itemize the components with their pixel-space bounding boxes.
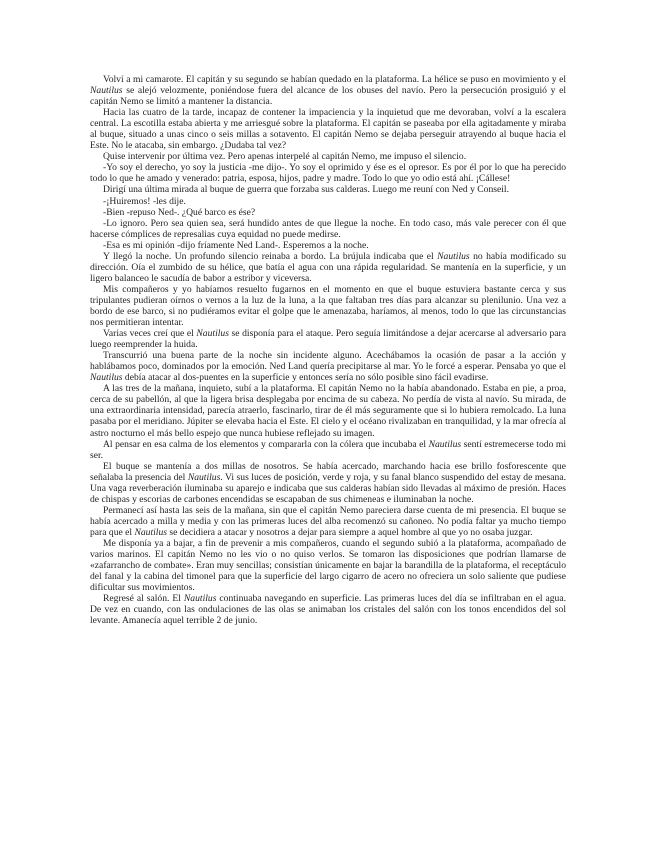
- italic-ship-name: Nautilus: [90, 85, 123, 97]
- paragraph: Varias veces creí que el Nautilus se disponía para el ataque. Pero seguía limitándose a dejar acercarse al adversario para luego reemprender la huida.: [90, 328, 566, 351]
- paragraph: Quise intervenir por última vez. Pero apenas interpelé al capitán Nemo, me impuso el silencio.: [103, 151, 467, 163]
- paragraph: Mis compañeros y yo habíamos resuelto fugarnos en el momento en que el buque estuviera bastante cerca y sus tripulantes pudieran oírnos o vernos a la luz de la luna, a la que faltaban tres días para alcanzar su plenilunio. Una vez a bordo de ese barco, si no pudiéramos evitar el golpe que le amenazaba, haríamos, al menos, todo lo que las circunstancias nos permitieran intentar.: [90, 283, 566, 329]
- paragraph: Y llegó la noche. Un profundo silencio reinaba a bordo. La brújula indicaba que el Nautilus no había modificado su dirección. Oía el zumbido de su hélice, que batía el agua con una rápida regularidad. Se mantenía en la superficie, y un ligero balanceo le sacudía de babor a estribor y viceversa.: [90, 250, 566, 284]
- italic-ship-name: Nautilus: [187, 471, 221, 483]
- italic-ship-name: Nautilus: [428, 438, 462, 450]
- paragraph: Volví a mi camarote. El capitán y su segundo se habían quedado en la plataforma. La hélice se puso en movimiento y el Nautilus se alejó velozmente, poniéndose fuera del alcance de los obuses del navío. Pero la persecución prosiguió y el capitán Nemo se limitó a mantener la distancia.: [90, 74, 566, 108]
- paragraph: Transcurrió una buena parte de la noche sin incidente alguno. Acechábamos la ocasión de pasar a la acción y hablábamos poco, dominados por la emoción. Ned Land quería precipitarse al mar. Yo le forcé a esperar. Pensaba yo que el Nautilus debía atacar al dos-puentes en la superficie y entonces sería no sólo posible sino fácil evadirse.: [90, 350, 566, 384]
- paragraph: Regresé al salón. El Nautilus continuaba navegando en superficie. Las primeras luces del día se infiltraban en el agua. De vez en cuando, con las ondulaciones de las olas se animaban los cristales del salón con los tonos encendidos del sol levante. Amanecía aquel terrible 2 de junio.: [90, 593, 567, 627]
- paragraph: El buque se mantenía a dos millas de nosotros. Se había acercado, marchando hacia ese brillo fosforescente que señalaba la presencia del Nautilus. Vi sus luces de posición, verde y roja, y su fanal blanco suspendido del estay de mesana. Una vaga reverberación iluminaba su aparejo e indicaba que sus calderas habían sido llevadas al máximo de presión. Haces de chispas y escorias de carbones encendidas se escapaban de sus chimeneas e iluminaban la noche.: [90, 460, 566, 505]
- italic-ship-name: Nautilus: [196, 328, 229, 340]
- document-page: [90, 74, 566, 626]
- paragraph: Hacia las cuatro de la tarde, incapaz de contener la impaciencia y la inquietud que me devoraban, volví a la escalera central. La escotilla estaba abierta y me arriesgué sobre la plataforma. El capitán se paseaba por ella agitadamente y miraba al buque, situado a unas cinco o seis millas a sotavento. El capitán Nemo se dejaba perseguir atrayendo al buque hacia el Este. No le atacaba, sin embargo. ¿Dudaba tal vez?: [90, 107, 566, 152]
- italic-ship-name: Nautilus: [134, 526, 168, 538]
- italic-ship-name: Nautilus: [90, 372, 123, 384]
- paragraph: Me disponía ya a bajar, a fin de prevenir a mis compañeros, cuando el segundo subió a la plataforma, acompañado de varios marinos. El capitán Nemo no les vio o no quiso verlos. Se tomaron las disposiciones que podrían llamarse de «zafarrancho de combate». Eran muy sencillas; consistían únicamente en bajar la barandilla de la plataforma, el receptáculo del fanal y la cabina del timonel para que la superficie del largo cigarro de acero no ofreciera un solo saliente que pudiese dificultar sus movimientos.: [90, 537, 566, 594]
- paragraph: A las tres de la mañana, inquieto, subí a la plataforma. El capitán Nemo no la había abandonado. Estaba en pie, a proa, cerca de su pabellón, al que la ligera brisa desplegaba por encima de su cabeza. No perdía de vista al navío. Su mirada, de una extraordinaria intensidad, parecía atraerlo, fascinarlo, tirar de él más seguramente que si lo hubiera remolcado. La luna pasaba por el meridiano. Júpiter se elevaba hacia el Este. El cielo y el océano rivalizaban en tranquilidad, y la mar ofrecía al astro nocturno el más bello espejo que nunca hubiese reflejado su imagen.: [90, 383, 567, 439]
- paragraph: -Bien -repuso Ned-. ¿Qué barco es ése?: [103, 206, 256, 218]
- paragraph: Dirigí una última mirada al buque de guerra que forzaba sus calderas. Luego me reuní con Ned y Conseil.: [103, 184, 509, 196]
- paragraph: Permanecí así hasta las seis de la mañana, sin que el capitán Nemo pareciera darse cuenta de mi presencia. El buque se había acercado a milla y media y con las primeras luces del alba recomenzó su cañoneo. No podía faltar ya mucho tiempo para que el Nautilus se decidiera a atacar y nosotros a dejar para siempre a aquel hombre al que yo no osaba juzgar.: [90, 504, 566, 538]
- paragraph: -¡Huiremos! -les dije.: [103, 195, 186, 207]
- paragraph: Al pensar en esa calma de los elementos y compararla con la cólera que incubaba el Nautilus sentí estremecerse todo mi ser.: [90, 438, 566, 461]
- paragraph: -Lo ignoro. Pero sea quien sea, será hundido antes de que llegue la noche. En todo caso, más vale perecer con él que hacerse cómplices de represalias cuya equidad no puede medirse.: [90, 217, 566, 240]
- paragraph: -Yo soy el derecho, yo soy la justicia -me dijo-. Yo soy el oprimido y ése es el opresor. Es por él por lo que ha perecido todo lo que he amado y venerado: patria, esposa, hijos, padre y madre. Todo lo que yo odio está ahí. ¡Cállese!: [90, 162, 566, 185]
- italic-ship-name: Nautilus: [183, 593, 217, 605]
- italic-ship-name: Nautilus: [437, 250, 470, 262]
- paragraph: -Esa es mi opinión -dijo fríamente Ned Land-. Esperemos a la noche.: [103, 239, 369, 251]
